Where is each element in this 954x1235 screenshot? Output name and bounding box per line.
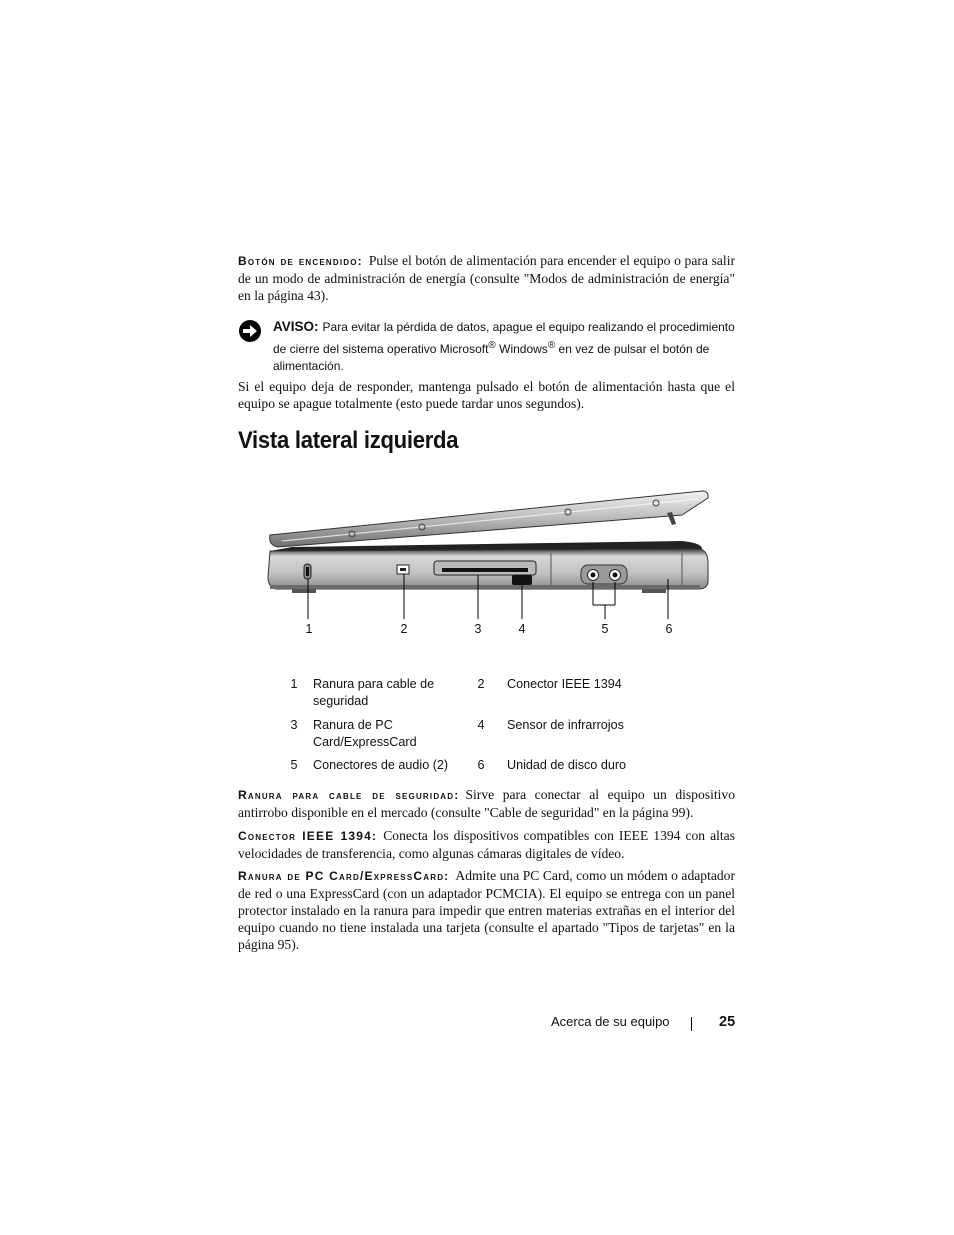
- legend-label: Ranura de PC Card/ExpressCard: [313, 718, 417, 749]
- arrow-circle-icon: [238, 319, 262, 343]
- legend-number: 6: [477, 758, 485, 772]
- footer-section-title: Acerca de su equipo: [551, 1014, 670, 1029]
- registered-mark: ®: [488, 339, 496, 351]
- callout-number: 5: [601, 622, 609, 636]
- callout-number: 1: [305, 622, 313, 636]
- ieee-connector-paragraph: [238, 827, 735, 862]
- registered-mark: ®: [547, 339, 556, 351]
- callout-number: 2: [400, 622, 408, 636]
- legend-row: [286, 676, 656, 717]
- legend-table: [286, 676, 656, 777]
- legend-number: 5: [290, 758, 298, 772]
- notice-box: [238, 318, 735, 376]
- legend-label: Conectores de audio (2): [313, 758, 449, 772]
- legend-number: 2: [477, 677, 485, 691]
- legend-number: 3: [290, 718, 298, 732]
- footer-separator: [691, 1017, 692, 1031]
- pc-card-paragraph: [238, 867, 735, 953]
- pc-card-lead: Ranura de PC Card/ExpressCard:: [238, 869, 450, 883]
- legend-number: 1: [290, 677, 298, 691]
- legend-row: [286, 717, 656, 757]
- ieee-connector-lead: Conector IEEE 1394:: [238, 829, 378, 843]
- notice-label: AVISO:: [273, 319, 319, 334]
- notice-text-part1: Para evitar la pérdida de datos, apague el equipo realizando el procedimiento de cierre del sistema operativo Microsoft: [273, 320, 735, 356]
- legend-label: Unidad de disco duro: [507, 758, 627, 772]
- section-title: Vista lateral izquierda: [238, 427, 459, 454]
- laptop-left-side-illustration: [262, 485, 714, 645]
- security-slot-paragraph: [238, 786, 735, 821]
- callout-number: 4: [518, 622, 526, 636]
- power-button-lead: Botón de encendido:: [238, 254, 363, 268]
- unresponsive-paragraph: Si el equipo deja de responder, mantenga pulsado el botón de alimentación hasta que el equipo se apague totalmente (esto puede tardar unos segundos).: [238, 379, 735, 411]
- notice-text-part2: Windows: [495, 341, 548, 356]
- callout-number: 3: [474, 622, 482, 636]
- notice-text: [273, 318, 735, 376]
- security-slot-text: Sirve para conectar al equipo un dispositivo antirrobo disponible en el mercado (consulte "Cable de seguridad" en la página 99).: [238, 787, 735, 820]
- callout-number: 6: [665, 622, 673, 636]
- notice-text-part3: en vez de pulsar el botón de alimentación.: [273, 341, 710, 373]
- security-slot-lead: Ranura para cable de seguridad:: [238, 788, 460, 802]
- page-number: 25: [719, 1014, 736, 1030]
- power-button-text: Pulse el botón de alimentación para encender el equipo o para salir de un modo de administración de energía (consulte "Modos de administración de energía" en la página 43).: [238, 253, 735, 303]
- legend-number: 4: [477, 718, 485, 732]
- pc-card-text: Admite una PC Card, como un módem o adaptador de red o una ExpressCard (con un adaptador PCMCIA). El equipo se entrega con un panel protector instalado en la ranura para impedir que entren materias extrañas en el interior del equipo cuando no tiene instalada una tarjeta (consulte el apartado "Tipos de tarjetas" en la página 95).: [238, 868, 736, 952]
- ieee-connector-text: Conecta los dispositivos compatibles con IEEE 1394 con altas velocidades de transferencia, como algunas cámaras digitales de vídeo.: [238, 828, 735, 861]
- power-button-paragraph: [238, 252, 735, 304]
- legend-label: Sensor de infrarrojos: [507, 718, 624, 732]
- legend-label: Conector IEEE 1394: [507, 677, 622, 691]
- legend-label: Ranura para cable de seguridad: [313, 677, 435, 708]
- legend-row: [286, 757, 656, 777]
